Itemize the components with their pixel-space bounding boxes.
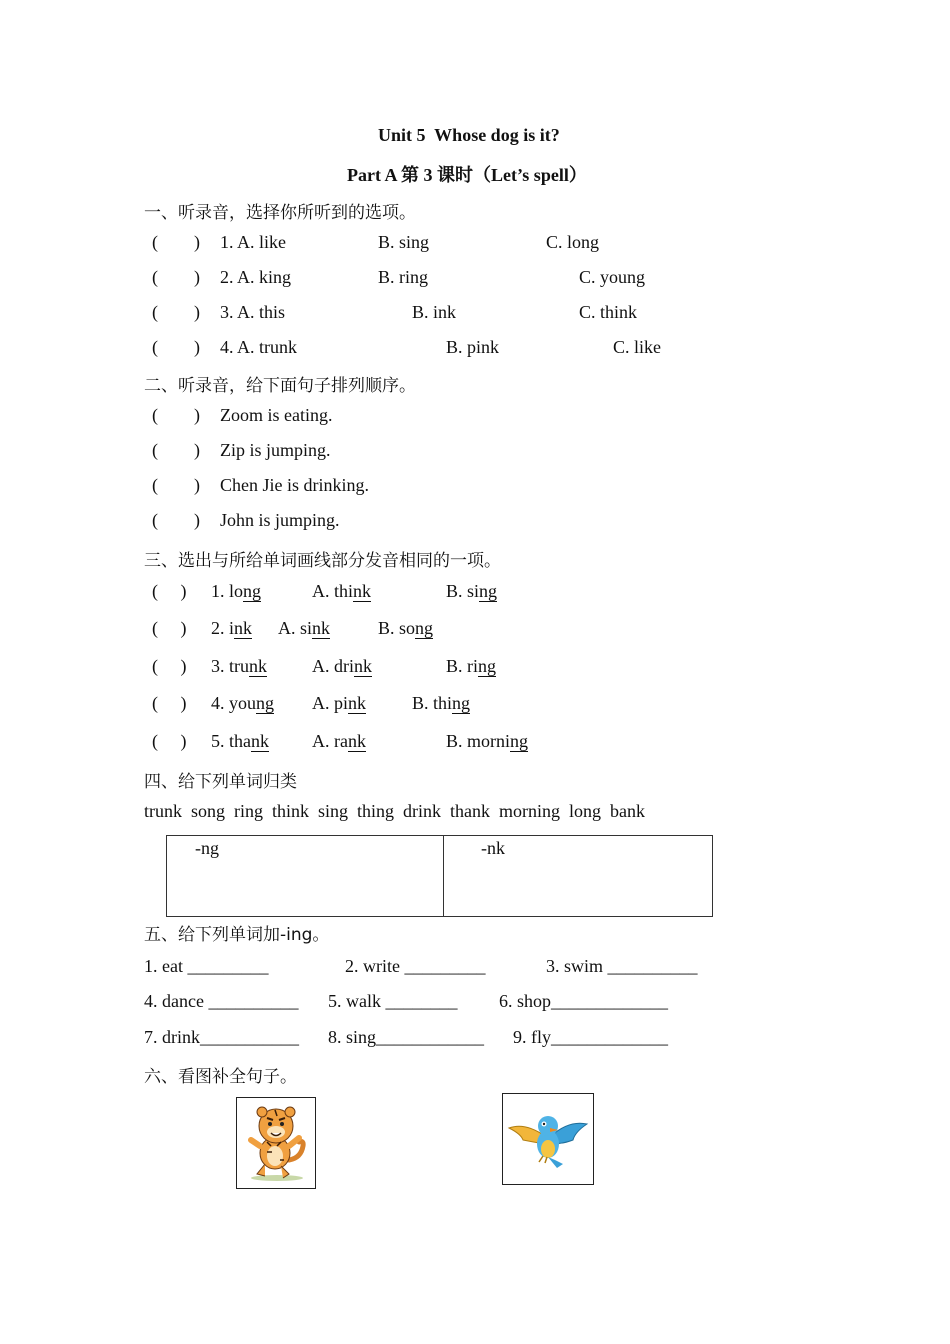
option-b: B. song [378,618,434,638]
option-b: B. sing [446,581,498,601]
tiger-jumping-picture [236,1097,316,1189]
question-word: 3. trunk [211,656,267,676]
ing-item[interactable]: 2. write _________ [345,956,486,976]
question-word: 5. thank [211,731,269,751]
section-5-heading: 五、给下列单词加-ing。 [144,925,330,945]
order-bracket[interactable]: ( ) [152,440,200,460]
option-a: A. think [312,581,372,601]
question-word: 1. long [211,581,262,601]
answer-bracket[interactable]: ( ) [152,731,187,751]
sorting-table [166,835,713,917]
section-3-heading: 三、选出与所给单词画线部分发音相同的一项。 [144,551,501,571]
option-a: A. drink [312,656,372,676]
sentence: Chen Jie is drinking. [220,475,369,495]
order-bracket[interactable]: ( ) [152,405,200,425]
ing-item[interactable]: 3. swim __________ [546,956,698,976]
question-word: 4. young [211,693,274,713]
answer-bracket[interactable]: ( ) [152,337,200,357]
option-b: B. morning [446,731,529,751]
worksheet-subtitle: Part A 第 3 课时（Let’s spell） [347,165,587,185]
bird-flying-picture [502,1093,594,1185]
nk-column[interactable] [444,836,713,917]
option-a: 2. A. king [220,267,292,287]
option-a: 3. A. this [220,302,286,322]
ing-item[interactable]: 6. shop_____________ [499,991,669,1011]
ing-item[interactable]: 8. sing____________ [328,1027,485,1047]
option-c: C. young [579,267,646,287]
answer-bracket[interactable]: ( ) [152,302,200,322]
answer-bracket[interactable]: ( ) [152,693,187,713]
option-c: C. like [613,337,661,357]
ing-item[interactable]: 7. drink___________ [144,1027,299,1047]
option-c: C. think [579,302,638,322]
sentence: Zoom is eating. [220,405,333,425]
order-bracket[interactable]: ( ) [152,475,200,495]
ng-column[interactable] [167,836,444,917]
ing-item[interactable]: 4. dance __________ [144,991,299,1011]
worksheet-title: Unit 5 Whose dog is it? [378,125,560,145]
sentence: Zip is jumping. [220,440,331,460]
option-b: B. pink [446,337,500,357]
option-c: C. long [546,232,600,252]
option-a: 4. A. trunk [220,337,298,357]
ng-column-label: -ng [195,838,219,858]
word-bank: trunk song ring think sing thing drink thank morning long bank [144,801,645,821]
answer-bracket[interactable]: ( ) [152,581,187,601]
option-b: B. ring [446,656,497,676]
option-b: B. sing [378,232,430,252]
answer-bracket[interactable]: ( ) [152,267,200,287]
sentence: John is jumping. [220,510,340,530]
order-bracket[interactable]: ( ) [152,510,200,530]
ing-item[interactable]: 9. fly_____________ [513,1027,668,1047]
ing-item[interactable]: 1. eat _________ [144,956,269,976]
option-a: 1. A. like [220,232,286,252]
answer-bracket[interactable]: ( ) [152,618,187,638]
section-6-heading: 六、看图补全句子。 [144,1067,297,1087]
option-b: B. ring [378,267,429,287]
tiger-icon [237,1098,315,1188]
section-1-heading: 一、听录音，选择你所听到的选项。 [144,203,416,223]
answer-bracket[interactable]: ( ) [152,232,200,252]
option-a: A. pink [312,693,366,713]
option-a: A. rank [312,731,366,751]
bird-icon [503,1094,593,1184]
nk-column-label: -nk [481,838,505,858]
answer-bracket[interactable]: ( ) [152,656,187,676]
option-b: B. thing [412,693,471,713]
option-a: A. sink [278,618,331,638]
section-4-heading: 四、给下列单词归类 [144,772,297,792]
question-word: 2. ink [211,618,253,638]
section-2-heading: 二、听录音，给下面句子排列顺序。 [144,376,416,396]
option-b: B. ink [412,302,457,322]
ing-item[interactable]: 5. walk ________ [328,991,458,1011]
